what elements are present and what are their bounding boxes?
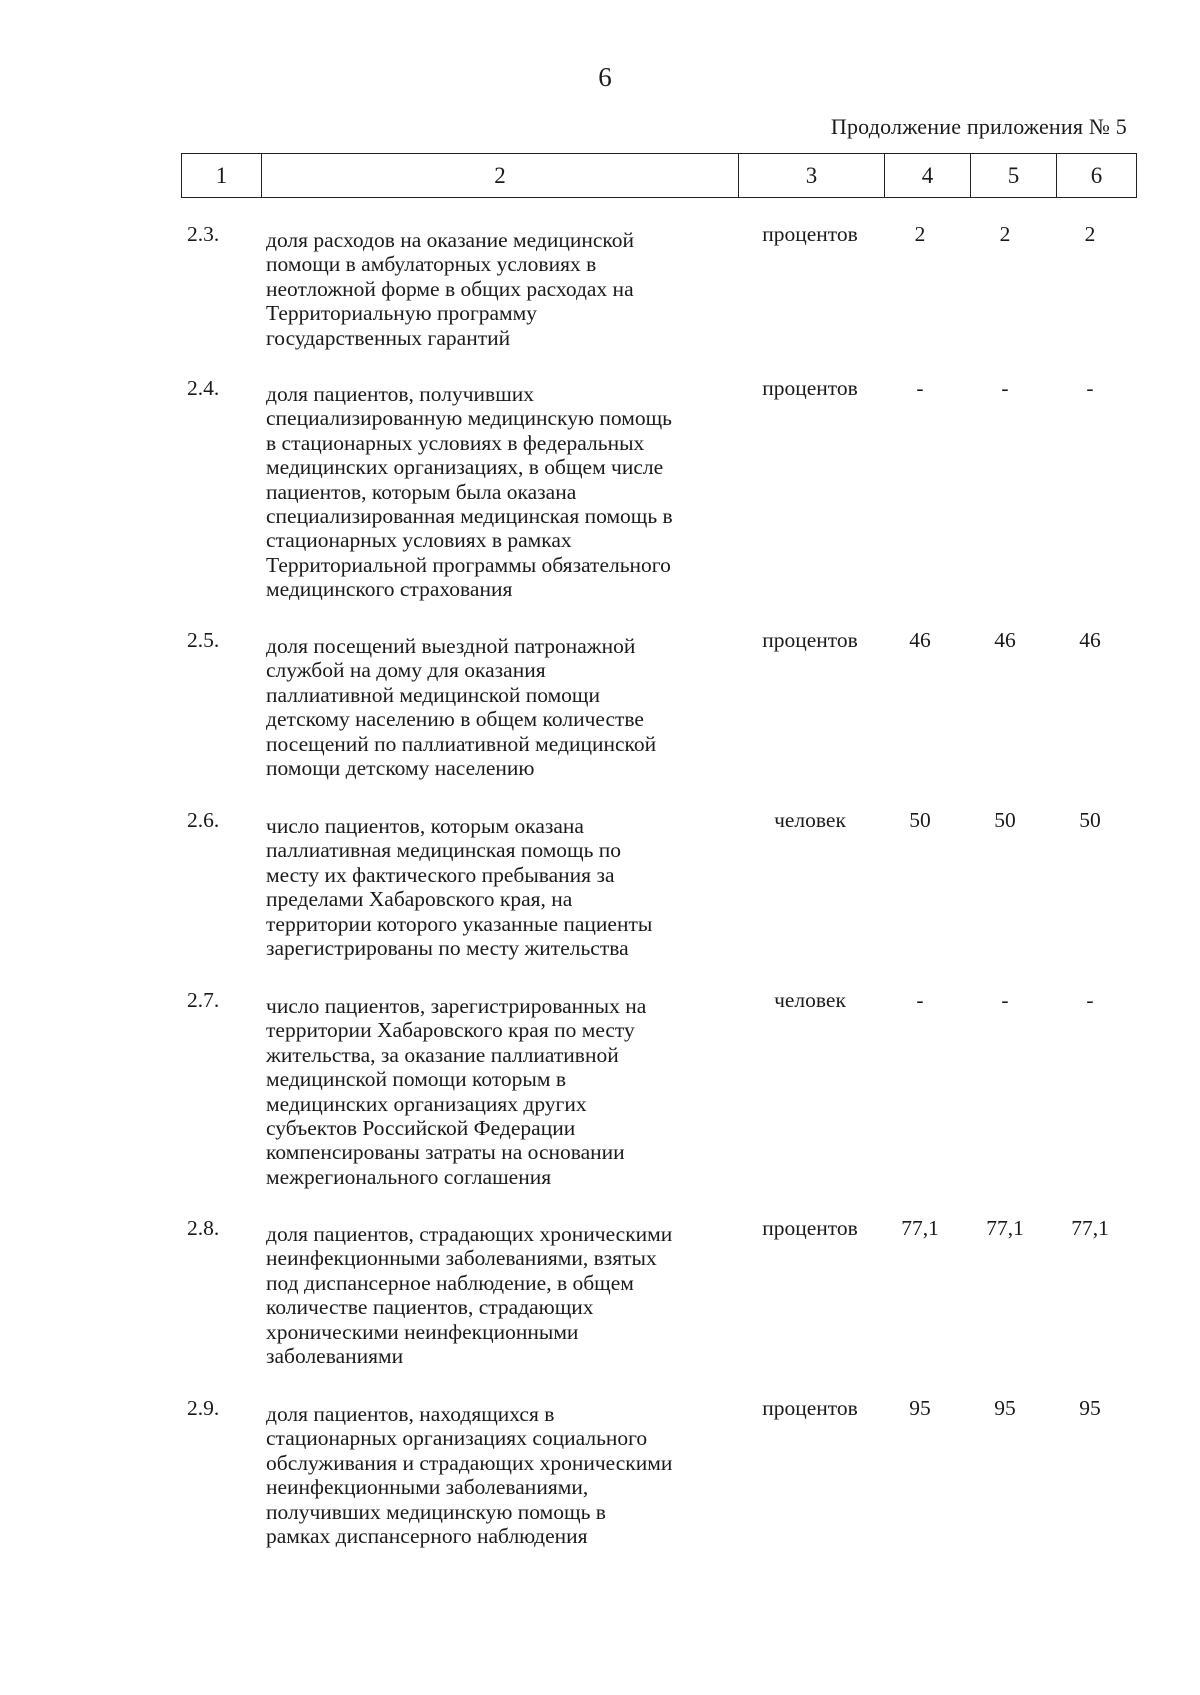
description-line: доля посещений выездной патронажной	[266, 634, 636, 658]
description-line: месту их фактического пребывания за	[266, 862, 615, 887]
description-line: стационарных условиях в рамках	[266, 528, 572, 553]
description-line: доля расходов на оказание медицинской	[266, 228, 635, 252]
header-col-3: 3	[739, 154, 885, 197]
description-line: службой на дому для оказания	[266, 658, 546, 683]
row-number: 2.6.	[187, 808, 220, 832]
row-number: 2.4.	[187, 376, 220, 400]
description-line: неотложной форме в общих расходах на	[266, 276, 634, 301]
description-line: межрегионального соглашения	[266, 1164, 552, 1189]
description-line: доля пациентов, находящихся в	[266, 1402, 555, 1426]
row-value-col4: -	[916, 376, 924, 400]
header-col-2: 2	[262, 154, 739, 197]
description-line: территории Хабаровского края по месту	[266, 1018, 635, 1043]
description-line: количестве пациентов, страдающих	[266, 1295, 594, 1320]
description-line: под диспансерное наблюдение, в общем	[266, 1270, 634, 1295]
row-value-col4: 95	[909, 1396, 931, 1420]
description-line: в стационарных условиях в федеральных	[266, 430, 645, 455]
row-description	[266, 628, 736, 780]
description-line: специализированную медицинскую помощь	[266, 406, 672, 431]
row-value-col6: 95	[1079, 1396, 1101, 1420]
row-value-col6: 2	[1084, 222, 1096, 246]
description-line: медицинской помощи которым в	[266, 1067, 567, 1092]
row-unit: процентов	[762, 628, 858, 652]
row-description	[266, 376, 736, 602]
row-value-col6: 77,1	[1071, 1216, 1109, 1240]
row-value-col4: 46	[909, 628, 931, 652]
description-line: число пациентов, которым оказана	[266, 814, 584, 838]
row-unit: процентов	[762, 376, 858, 400]
row-value-col4: 77,1	[901, 1216, 939, 1240]
description-line: число пациентов, зарегистрированных на	[266, 994, 647, 1018]
description-line: зарегистрированы по месту жительства	[266, 936, 629, 961]
table-header	[181, 153, 1137, 198]
row-value-col5: 50	[994, 808, 1016, 832]
description-line: неинфекционными заболеваниями,	[266, 1475, 589, 1500]
row-number: 2.8.	[187, 1216, 220, 1240]
description-line: получивших медицинскую помощь в	[266, 1499, 606, 1524]
row-value-col6: -	[1086, 376, 1094, 400]
row-value-col4: 50	[909, 808, 931, 832]
continuation-caption: Продолжение приложения № 5	[830, 114, 1127, 139]
description-line: жительства, за оказание паллиативной	[266, 1042, 619, 1067]
row-value-col5: -	[1001, 376, 1009, 400]
row-unit: процентов	[762, 1396, 858, 1420]
description-line: заболеваниями	[266, 1344, 404, 1369]
row-value-col4: -	[916, 988, 924, 1012]
description-line: хроническими неинфекционными	[266, 1319, 579, 1344]
description-line: компенсированы затраты на основании	[266, 1140, 625, 1165]
row-number: 2.3.	[187, 222, 220, 246]
row-value-col5: 2	[999, 222, 1011, 246]
row-value-col6: -	[1086, 988, 1094, 1012]
row-unit: процентов	[762, 1216, 858, 1240]
row-number: 2.9.	[187, 1396, 220, 1420]
row-description	[266, 222, 736, 350]
row-number: 2.5.	[187, 628, 220, 652]
description-line: Территориальную программу	[266, 301, 538, 326]
description-line: государственных гарантий	[266, 325, 511, 350]
description-line: доля пациентов, страдающих хроническими	[266, 1222, 673, 1246]
description-line: пациентов, которым была оказана	[266, 479, 577, 504]
description-line: доля пациентов, получивших	[266, 382, 535, 406]
row-value-col6: 50	[1079, 808, 1101, 832]
description-line: рамках диспансерного наблюдения	[266, 1524, 588, 1549]
row-value-col4: 2	[914, 222, 926, 246]
description-line: детскому населению в общем количестве	[266, 707, 644, 732]
description-line: стационарных организациях социального	[266, 1426, 648, 1451]
description-line: субъектов Российской Федерации	[266, 1116, 576, 1141]
row-value-col5: -	[1001, 988, 1009, 1012]
row-value-col5: 77,1	[986, 1216, 1024, 1240]
header-col-5: 5	[971, 154, 1057, 197]
description-line: неинфекционными заболеваниями, взятых	[266, 1246, 657, 1271]
row-unit: процентов	[762, 222, 858, 246]
row-description	[266, 1216, 736, 1368]
page-number: 6	[598, 62, 612, 92]
header-col-6: 6	[1090, 162, 1103, 188]
description-line: посещений по паллиативной медицинской	[266, 731, 657, 756]
description-line: пределами Хабаровского края, на	[266, 887, 573, 912]
description-line: обслуживания и страдающих хроническими	[266, 1450, 673, 1475]
row-number: 2.7.	[187, 988, 220, 1012]
description-line: паллиативной медицинской помощи	[266, 682, 600, 707]
row-unit: человек	[774, 808, 846, 832]
row-value-col5: 95	[994, 1396, 1016, 1420]
description-line: территории которого указанные пациенты	[266, 911, 653, 936]
description-line: медицинского страхования	[266, 577, 513, 602]
description-line: медицинских организациях, в общем числе	[266, 455, 664, 480]
row-value-col6: 46	[1079, 628, 1101, 652]
description-line: помощи в амбулаторных условиях в	[266, 252, 597, 277]
description-line: помощи детскому населению	[266, 756, 535, 781]
description-line: паллиативная медицинская помощь по	[266, 838, 622, 863]
description-line: медицинских организациях других	[266, 1091, 587, 1116]
description-line: Территориальной программы обязательного	[266, 552, 671, 577]
row-value-col5: 46	[994, 628, 1016, 652]
row-description	[266, 1396, 736, 1548]
header-col-1: 1	[182, 154, 262, 197]
description-line: специализированная медицинская помощь в	[266, 504, 673, 529]
row-description	[266, 808, 736, 960]
row-unit: человек	[774, 988, 846, 1012]
row-description	[266, 988, 736, 1189]
header-col-4: 4	[885, 154, 971, 197]
